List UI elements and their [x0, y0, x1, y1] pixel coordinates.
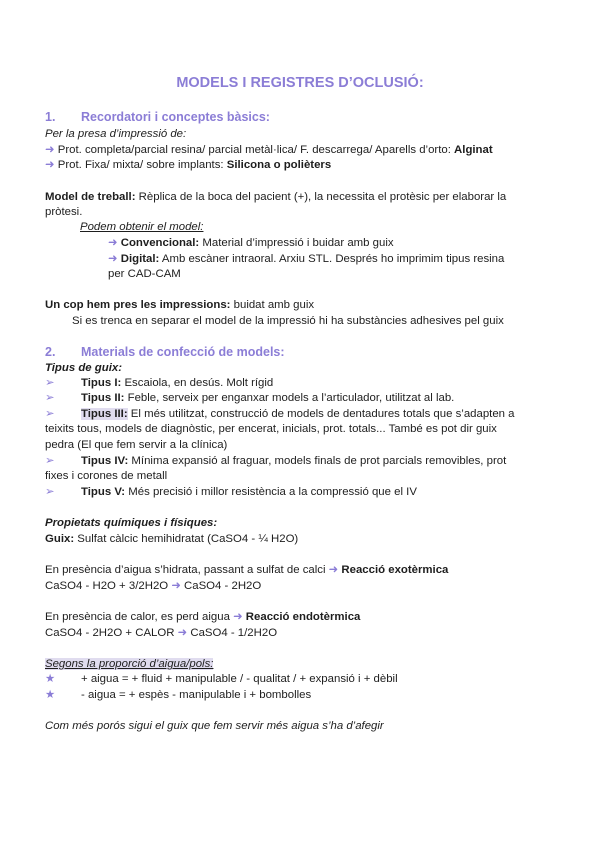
plaster-types-text: Tipus de guix: — [45, 362, 122, 374]
type-4-label: Tipus IV: — [81, 455, 129, 467]
digital-label: Digital: — [120, 253, 160, 265]
type-1-text: Escaiola, en desús. Molt rígid — [121, 377, 274, 389]
plaster-label: Guix: — [45, 533, 75, 545]
type-3-label: Tipus III: — [81, 408, 128, 420]
equation-2-right: CaSO4 - 1/2H2O — [187, 627, 278, 639]
type-5-item — [45, 485, 417, 500]
conventional-line — [108, 236, 394, 251]
type-5-text: Més precisió i millor resistència a la compressió que el IV — [125, 486, 417, 498]
obtain-model-label — [80, 220, 203, 235]
work-model-text: Rèplica de la boca del pacient (+), la necessita el protèsic per elaborar la — [135, 191, 507, 203]
heat-reaction-text: En presència de calor, es perd aigua — [45, 611, 234, 623]
triangle-bullet-icon: ➢ — [45, 377, 55, 389]
section-1-title: Recordatori i conceptes bàsics: — [81, 110, 270, 124]
type-1-label: Tipus I: — [81, 377, 122, 389]
impression-intro-text: Per la presa d’impressió de: — [45, 128, 187, 140]
properties-text: Propietats químiques i físiques: — [45, 517, 218, 529]
star-bullet-icon: ★ — [45, 673, 56, 685]
digital-line — [108, 252, 504, 267]
type-3-line-2: teixits tous, models de diagnòstic, per encerat, inicials, prot. totals... També es pot dir guix — [45, 423, 497, 435]
arrow-icon: ➜ — [171, 580, 181, 592]
impression-alginat-line — [45, 143, 493, 158]
impression-alginat-material: Alginat — [454, 144, 493, 156]
equation-2-left: CaSO4 - 2H2O + CALOR — [45, 627, 178, 639]
properties-label — [45, 516, 217, 531]
star-bullet-icon: ★ — [45, 689, 56, 701]
triangle-bullet-icon: ➢ — [45, 408, 55, 420]
proportion-text: Segons la proporció d’aigua/pols: — [45, 658, 214, 670]
exothermic-label: Reacció exotèrmica — [341, 564, 449, 576]
proportion-label — [45, 657, 213, 672]
impressions-line-2: Si es trenca en separar el model de la impressió hi ha substàncies adhesives pel guix — [72, 315, 504, 327]
conventional-text: Material d’impressió i buidar amb guix — [199, 237, 394, 249]
equation-1-right: CaSO4 - 2H2O — [180, 580, 262, 592]
proportion-item-2-text: - aigua = + espès - manipulable i + bombolles — [81, 689, 312, 701]
impressions-label: Un cop hem pres les impressions: — [45, 299, 231, 311]
type-2-item — [45, 391, 454, 406]
type-5-label: Tipus V: — [81, 486, 126, 498]
section-1-heading — [45, 110, 270, 125]
arrow-icon: ➜ — [45, 144, 55, 156]
equation-1-left: CaSO4 - H2O + 3/2H2O — [45, 580, 172, 592]
equation-2 — [45, 626, 277, 641]
type-3-item — [45, 407, 515, 422]
plaster-text: Sulfat càlcic hemihidratat (CaSO4 - ¼ H2O) — [74, 533, 299, 545]
water-reaction-line — [45, 563, 448, 578]
work-model-line-2: pròtesi. — [45, 206, 83, 218]
page-title: MODELS I REGISTRES D’OCLUSIÓ: — [176, 75, 424, 91]
section-2-title: Materials de confecció de models: — [81, 345, 285, 359]
impression-silicona-line — [45, 158, 331, 173]
section-1-number: 1. — [45, 110, 56, 124]
proportion-item-1 — [45, 672, 398, 687]
plaster-types-label — [45, 361, 122, 376]
type-3-line-3: pedra (El que fem servir a la clínica) — [45, 439, 228, 451]
arrow-icon: ➜ — [328, 564, 339, 576]
triangle-bullet-icon: ➢ — [45, 392, 55, 404]
digital-line-2: per CAD-CAM — [108, 268, 181, 280]
endothermic-label: Reacció endotèrmica — [245, 611, 361, 623]
work-model-label: Model de treball: — [45, 191, 136, 203]
heat-reaction-line — [45, 610, 360, 625]
water-reaction-text: En presència d’aigua s’hidrata, passant a sulfat de calci — [45, 564, 329, 576]
impression-alginat-text: Prot. completa/parcial resina/ parcial metàl·lica/ F. descarrega/ Aparells d’orto: — [57, 144, 455, 156]
proportion-item-2 — [45, 688, 311, 703]
section-2-heading — [45, 345, 285, 360]
arrow-icon: ➜ — [45, 159, 55, 171]
arrow-icon: ➜ — [177, 627, 188, 639]
arrow-icon: ➜ — [108, 253, 118, 265]
type-2-label: Tipus II: — [81, 392, 125, 404]
impressions-line — [45, 298, 314, 313]
impression-intro — [45, 127, 186, 142]
impression-silicona-text: Prot. Fixa/ mixta/ sobre implants: — [57, 159, 227, 171]
type-3-text: El més utilitzat, construcció de models de dentadures totals que s’adapten a — [127, 408, 515, 420]
type-4-line-2: fixes i corones de metall — [45, 470, 168, 482]
type-1-item — [45, 376, 273, 391]
obtain-model-text: Podem obtenir el model: — [80, 221, 204, 233]
digital-text: Amb escàner intraoral. Arxiu STL. Després ho imprimim tipus resina — [159, 253, 505, 265]
triangle-bullet-icon: ➢ — [45, 455, 55, 467]
impression-silicona-material: Silicona o polièters — [226, 159, 332, 171]
section-2-number: 2. — [45, 345, 56, 359]
conventional-label: Convencional: — [120, 237, 200, 249]
work-model-line — [45, 190, 506, 205]
closing-note-text: Com més porós sigui el guix que fem servir més aigua s’ha d’afegir — [45, 720, 384, 732]
equation-1 — [45, 579, 261, 594]
triangle-bullet-icon: ➢ — [45, 486, 55, 498]
arrow-icon: ➜ — [233, 611, 243, 623]
proportion-item-1-text: + aigua = + fluid + manipulable / - qualitat / + expansió i + dèbil — [81, 673, 398, 685]
type-2-text: Feble, serveix per enganxar models a l’articulador, utilitzat al lab. — [124, 392, 455, 404]
type-4-text: Mínima expansió al fraguar, models finals de prot parcials removibles, prot — [128, 455, 507, 467]
type-4-item — [45, 454, 506, 469]
arrow-icon: ➜ — [108, 237, 118, 249]
plaster-definition — [45, 532, 298, 547]
closing-note — [45, 719, 384, 734]
impressions-text: buidat amb guix — [230, 299, 315, 311]
